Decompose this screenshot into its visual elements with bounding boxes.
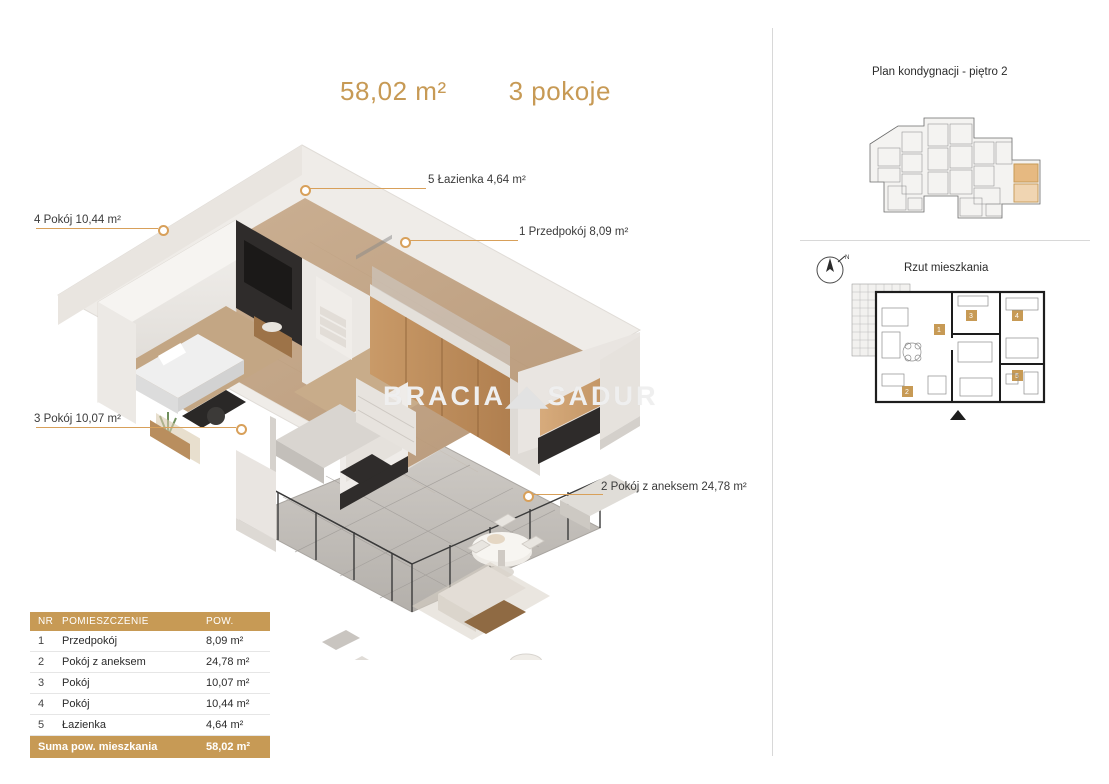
table-row <box>30 631 270 652</box>
legend-row-name: Pokój <box>62 677 90 689</box>
compass-north-icon <box>812 250 852 290</box>
building-floor-plan-mini <box>862 108 1052 228</box>
legend-row-pow: 10,07 m² <box>206 677 250 689</box>
legend-total-label: Suma pow. mieszkania <box>38 741 158 753</box>
render-illustration <box>40 120 760 660</box>
callout-room4 <box>34 214 121 226</box>
legend-row-pow: 10,44 m² <box>206 698 250 710</box>
leader-line <box>36 427 236 428</box>
page-title <box>340 76 611 107</box>
legend-total-row <box>30 736 270 758</box>
callout-bathroom <box>428 174 526 186</box>
entrance-arrow-icon <box>950 410 966 420</box>
watermark-left: BRACIA <box>383 381 506 411</box>
unit-plan-title: Rzut mieszkania <box>904 262 989 274</box>
legend-row-nr: 1 <box>38 635 45 647</box>
callout-hall-label: 1 Przedpokój 8,09 m² <box>519 226 629 238</box>
legend-header-row <box>30 612 270 631</box>
floor-plan-title: Plan kondygnacji - piętro 2 <box>872 66 1008 78</box>
compass-label: N <box>845 255 850 261</box>
leader-dot <box>158 225 169 236</box>
total-area-label: 58,02 m² <box>340 76 447 106</box>
legend-row-nr: 2 <box>38 656 45 668</box>
legend-row-nr: 4 <box>38 698 45 710</box>
leader-dot <box>523 491 534 502</box>
legend-row-name: Pokój <box>62 698 90 710</box>
table-row <box>30 652 270 673</box>
unit-room-number-3: 3 <box>969 313 973 320</box>
legend-header-pow: POW. <box>206 616 234 627</box>
table-row <box>30 673 270 694</box>
legend-total-value: 58,02 m² <box>206 741 251 753</box>
legend-row-nr: 5 <box>38 719 45 731</box>
legend-row-name: Przedpokój <box>62 635 118 647</box>
callout-room2 <box>601 481 747 493</box>
unit-room-number-1: 1 <box>937 327 941 334</box>
callout-room3-label: 3 Pokój 10,07 m² <box>34 413 121 425</box>
leader-line <box>531 494 603 495</box>
unit-room-number-2: 2 <box>905 389 909 396</box>
legend-row-pow: 8,09 m² <box>206 635 244 647</box>
callout-room2-label: 2 Pokój z aneksem 24,78 m² <box>601 481 747 493</box>
leader-line <box>36 228 158 229</box>
legend-row-pow: 24,78 m² <box>206 656 250 668</box>
table-row <box>30 694 270 715</box>
horizontal-divider <box>800 240 1090 241</box>
leader-dot <box>300 185 311 196</box>
watermark-logo-icon: ◢◣ <box>506 381 548 411</box>
legend-row-nr: 3 <box>38 677 45 689</box>
leader-line <box>408 240 518 241</box>
table-row <box>30 715 270 736</box>
unit-room-number-5: 5 <box>1015 373 1019 380</box>
vertical-divider <box>772 28 773 756</box>
leader-dot <box>400 237 411 248</box>
legend-header-nr: NR <box>38 616 54 627</box>
legend-row-name: Łazienka <box>62 719 107 731</box>
callout-bathroom-label: 5 Łazienka 4,64 m² <box>428 174 526 186</box>
callout-hall <box>519 226 628 238</box>
leader-dot <box>236 424 247 435</box>
apartment-3d-render <box>40 120 760 660</box>
room-legend-table <box>30 612 270 758</box>
legend-row-pow: 4,64 m² <box>206 719 244 731</box>
legend-header-name: POMIESZCZENIE <box>62 616 149 627</box>
unit-room-number-4: 4 <box>1015 313 1019 320</box>
legend-row-name: Pokój z aneksem <box>62 656 146 668</box>
leader-line <box>308 188 426 189</box>
callout-room4-label: 4 Pokój 10,44 m² <box>34 214 121 226</box>
watermark-right: SADUR <box>547 381 659 411</box>
unit-floor-plan <box>848 278 1058 428</box>
callout-room3 <box>34 413 121 425</box>
room-count-label: 3 pokoje <box>508 76 611 106</box>
